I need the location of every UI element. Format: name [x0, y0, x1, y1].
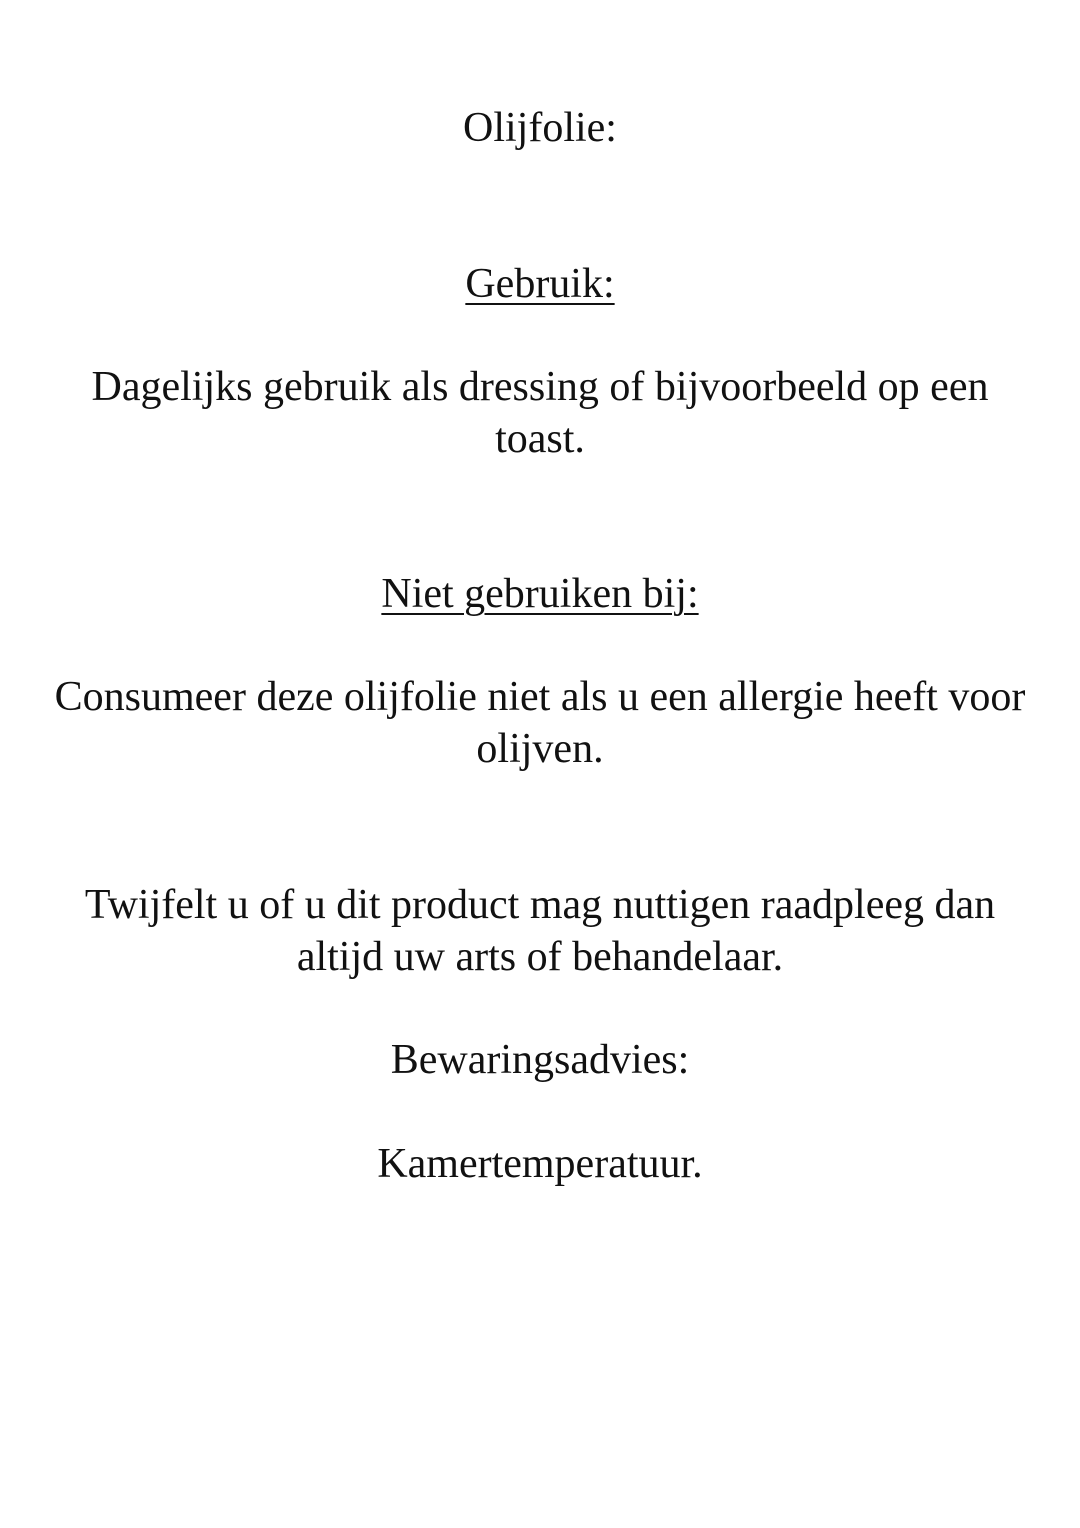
- advice-text-line-2: altijd uw arts of behandelaar.: [296, 934, 784, 980]
- contraindication-heading: Niet gebruiken bij:: [381, 571, 699, 617]
- usage-text-line-1: Dagelijks gebruik als dressing of bijvoorbeeld op een: [91, 364, 989, 410]
- contraindication-text-line-1: Consumeer deze olijfolie niet als u een allergie heeft voor: [54, 674, 1026, 720]
- page-title: Olijfolie:: [463, 105, 617, 151]
- storage-heading: Bewaringsadvies:: [390, 1037, 690, 1083]
- usage-heading: Gebruik:: [465, 261, 615, 307]
- usage-text-line-2: toast.: [495, 416, 585, 462]
- contraindication-text-line-2: olijven.: [476, 726, 604, 772]
- storage-value: Kamertemperatuur.: [377, 1141, 703, 1187]
- advice-text-line-1: Twijfelt u of u dit product mag nuttigen raadpleeg dan: [84, 882, 996, 928]
